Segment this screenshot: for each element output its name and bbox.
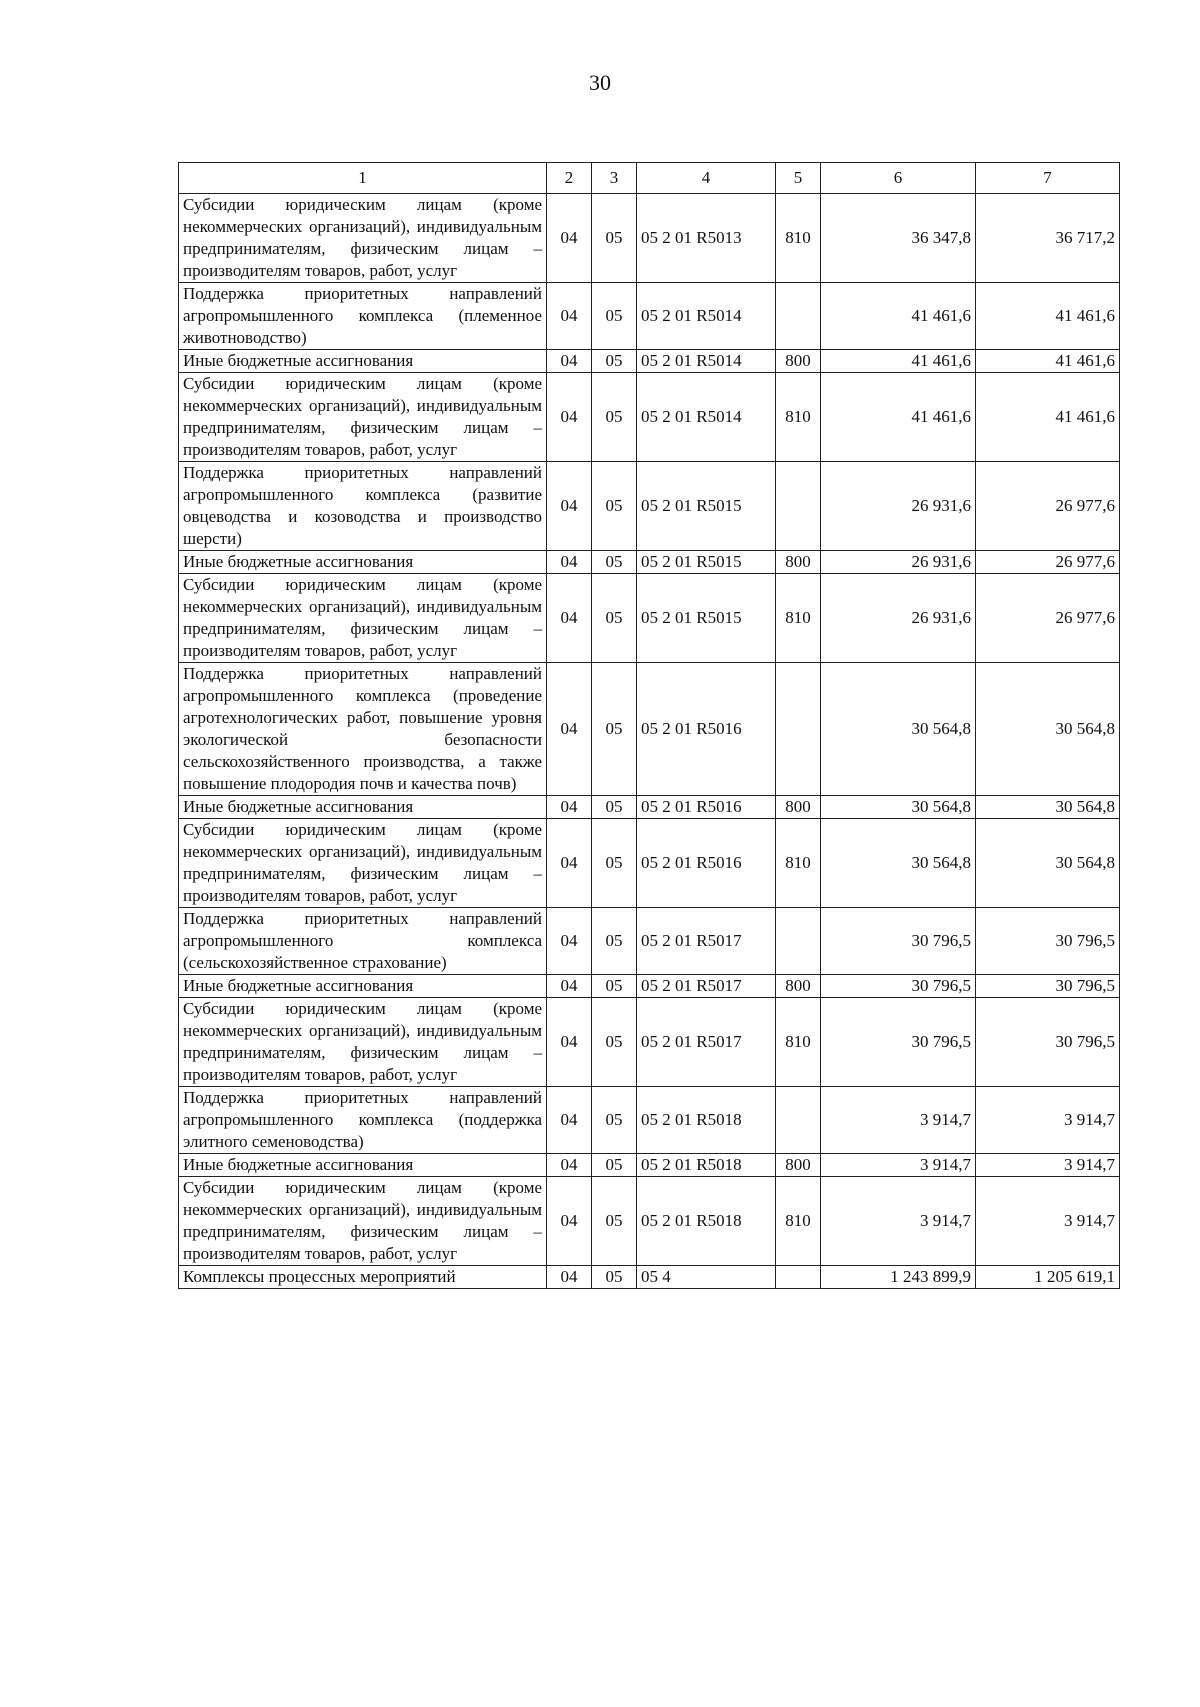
cell-amount-2: 30 796,5 bbox=[976, 975, 1120, 998]
cell-amount-2: 41 461,6 bbox=[976, 350, 1120, 373]
column-header: 4 bbox=[637, 163, 776, 194]
cell-target-code: 05 2 01 R5014 bbox=[637, 283, 776, 350]
cell-subsection: 05 bbox=[592, 574, 637, 663]
cell-expense-type bbox=[776, 462, 821, 551]
cell-target-code: 05 2 01 R5018 bbox=[637, 1177, 776, 1266]
table-row bbox=[179, 551, 1120, 574]
cell-amount-2: 30 796,5 bbox=[976, 908, 1120, 975]
row-name: Субсидии юридическим лицам (кроме некоммерческих организаций), индивидуальным предпринимателям, физическим лицам – производителям товаров, работ, услуг bbox=[179, 998, 547, 1087]
row-name: Комплексы процессных мероприятий bbox=[179, 1266, 547, 1289]
cell-amount-1: 26 931,6 bbox=[821, 551, 976, 574]
cell-section: 04 bbox=[547, 1154, 592, 1177]
cell-expense-type: 800 bbox=[776, 551, 821, 574]
row-name: Субсидии юридическим лицам (кроме некоммерческих организаций), индивидуальным предпринимателям, физическим лицам – производителям товаров, работ, услуг bbox=[179, 194, 547, 283]
cell-amount-1: 30 796,5 bbox=[821, 975, 976, 998]
cell-target-code: 05 2 01 R5013 bbox=[637, 194, 776, 283]
cell-amount-1: 41 461,6 bbox=[821, 373, 976, 462]
cell-subsection: 05 bbox=[592, 194, 637, 283]
row-name: Субсидии юридическим лицам (кроме некоммерческих организаций), индивидуальным предпринимателям, физическим лицам – производителям товаров, работ, услуг bbox=[179, 373, 547, 462]
cell-subsection: 05 bbox=[592, 998, 637, 1087]
cell-expense-type bbox=[776, 1087, 821, 1154]
cell-amount-1: 26 931,6 bbox=[821, 574, 976, 663]
cell-expense-type bbox=[776, 283, 821, 350]
cell-subsection: 05 bbox=[592, 1266, 637, 1289]
table-row bbox=[179, 819, 1120, 908]
cell-target-code: 05 2 01 R5014 bbox=[637, 373, 776, 462]
cell-expense-type: 800 bbox=[776, 975, 821, 998]
table-row bbox=[179, 574, 1120, 663]
cell-amount-2: 3 914,7 bbox=[976, 1154, 1120, 1177]
table-header-row bbox=[179, 163, 1120, 194]
table-row bbox=[179, 1266, 1120, 1289]
table-row bbox=[179, 975, 1120, 998]
cell-target-code: 05 2 01 R5018 bbox=[637, 1087, 776, 1154]
cell-section: 04 bbox=[547, 819, 592, 908]
cell-amount-2: 30 564,8 bbox=[976, 796, 1120, 819]
row-name: Субсидии юридическим лицам (кроме некоммерческих организаций), индивидуальным предпринимателям, физическим лицам – производителям товаров, работ, услуг bbox=[179, 1177, 547, 1266]
cell-section: 04 bbox=[547, 462, 592, 551]
cell-section: 04 bbox=[547, 551, 592, 574]
cell-amount-1: 3 914,7 bbox=[821, 1154, 976, 1177]
cell-expense-type: 810 bbox=[776, 819, 821, 908]
cell-expense-type: 800 bbox=[776, 350, 821, 373]
cell-expense-type bbox=[776, 908, 821, 975]
table-row bbox=[179, 663, 1120, 796]
cell-amount-1: 30 564,8 bbox=[821, 796, 976, 819]
cell-amount-2: 30 564,8 bbox=[976, 663, 1120, 796]
cell-target-code: 05 2 01 R5016 bbox=[637, 819, 776, 908]
cell-expense-type: 810 bbox=[776, 998, 821, 1087]
cell-amount-2: 26 977,6 bbox=[976, 574, 1120, 663]
cell-subsection: 05 bbox=[592, 1154, 637, 1177]
cell-section: 04 bbox=[547, 194, 592, 283]
row-name: Субсидии юридическим лицам (кроме некоммерческих организаций), индивидуальным предпринимателям, физическим лицам – производителям товаров, работ, услуг bbox=[179, 819, 547, 908]
column-header: 2 bbox=[547, 163, 592, 194]
cell-section: 04 bbox=[547, 975, 592, 998]
table-row bbox=[179, 462, 1120, 551]
table-row bbox=[179, 998, 1120, 1087]
cell-expense-type: 800 bbox=[776, 1154, 821, 1177]
cell-expense-type: 810 bbox=[776, 1177, 821, 1266]
cell-amount-1: 41 461,6 bbox=[821, 350, 976, 373]
cell-expense-type bbox=[776, 1266, 821, 1289]
cell-amount-2: 41 461,6 bbox=[976, 373, 1120, 462]
cell-amount-1: 30 796,5 bbox=[821, 908, 976, 975]
cell-subsection: 05 bbox=[592, 1177, 637, 1266]
cell-amount-2: 26 977,6 bbox=[976, 551, 1120, 574]
cell-target-code: 05 2 01 R5016 bbox=[637, 663, 776, 796]
cell-target-code: 05 2 01 R5016 bbox=[637, 796, 776, 819]
row-name: Поддержка приоритетных направлений агропромышленного комплекса (проведение агротехнологических работ, повышение уровня экологической безопасности сельскохозяйственного производства, а также повышение плодородия почв и качества почв) bbox=[179, 663, 547, 796]
cell-amount-1: 30 796,5 bbox=[821, 998, 976, 1087]
cell-section: 04 bbox=[547, 1087, 592, 1154]
cell-target-code: 05 2 01 R5014 bbox=[637, 350, 776, 373]
cell-section: 04 bbox=[547, 796, 592, 819]
row-name: Поддержка приоритетных направлений агропромышленного комплекса (сельскохозяйственное страхование) bbox=[179, 908, 547, 975]
cell-target-code: 05 2 01 R5017 bbox=[637, 998, 776, 1087]
cell-target-code: 05 2 01 R5017 bbox=[637, 975, 776, 998]
row-name: Иные бюджетные ассигнования bbox=[179, 975, 547, 998]
cell-subsection: 05 bbox=[592, 462, 637, 551]
table-row bbox=[179, 1087, 1120, 1154]
cell-amount-1: 3 914,7 bbox=[821, 1087, 976, 1154]
table-row bbox=[179, 194, 1120, 283]
table-row bbox=[179, 908, 1120, 975]
cell-amount-1: 3 914,7 bbox=[821, 1177, 976, 1266]
cell-amount-1: 1 243 899,9 bbox=[821, 1266, 976, 1289]
cell-target-code: 05 2 01 R5017 bbox=[637, 908, 776, 975]
row-name: Иные бюджетные ассигнования bbox=[179, 551, 547, 574]
cell-subsection: 05 bbox=[592, 819, 637, 908]
column-header: 6 bbox=[821, 163, 976, 194]
column-header: 5 bbox=[776, 163, 821, 194]
cell-section: 04 bbox=[547, 998, 592, 1087]
cell-amount-1: 41 461,6 bbox=[821, 283, 976, 350]
cell-section: 04 bbox=[547, 373, 592, 462]
cell-section: 04 bbox=[547, 574, 592, 663]
row-name: Поддержка приоритетных направлений агропромышленного комплекса (развитие овцеводства и козоводства и производство шерсти) bbox=[179, 462, 547, 551]
cell-amount-1: 36 347,8 bbox=[821, 194, 976, 283]
cell-section: 04 bbox=[547, 1177, 592, 1266]
cell-amount-2: 3 914,7 bbox=[976, 1177, 1120, 1266]
budget-table bbox=[178, 162, 1120, 1289]
cell-expense-type: 810 bbox=[776, 574, 821, 663]
table-row bbox=[179, 373, 1120, 462]
cell-section: 04 bbox=[547, 908, 592, 975]
row-name: Поддержка приоритетных направлений агропромышленного комплекса (племенное животноводство) bbox=[179, 283, 547, 350]
cell-subsection: 05 bbox=[592, 908, 637, 975]
cell-amount-2: 1 205 619,1 bbox=[976, 1266, 1120, 1289]
cell-subsection: 05 bbox=[592, 1087, 637, 1154]
cell-target-code: 05 2 01 R5015 bbox=[637, 462, 776, 551]
cell-amount-2: 26 977,6 bbox=[976, 462, 1120, 551]
cell-section: 04 bbox=[547, 663, 592, 796]
cell-amount-2: 36 717,2 bbox=[976, 194, 1120, 283]
cell-target-code: 05 4 bbox=[637, 1266, 776, 1289]
cell-subsection: 05 bbox=[592, 663, 637, 796]
cell-amount-2: 30 564,8 bbox=[976, 819, 1120, 908]
cell-expense-type: 800 bbox=[776, 796, 821, 819]
cell-expense-type bbox=[776, 663, 821, 796]
cell-expense-type: 810 bbox=[776, 194, 821, 283]
row-name: Поддержка приоритетных направлений агропромышленного комплекса (поддержка элитного семеноводства) bbox=[179, 1087, 547, 1154]
cell-amount-1: 30 564,8 bbox=[821, 663, 976, 796]
table-row bbox=[179, 1177, 1120, 1266]
cell-amount-2: 41 461,6 bbox=[976, 283, 1120, 350]
table-row bbox=[179, 796, 1120, 819]
table-row bbox=[179, 283, 1120, 350]
row-name: Иные бюджетные ассигнования bbox=[179, 350, 547, 373]
page-number: 30 bbox=[589, 70, 611, 95]
cell-amount-2: 3 914,7 bbox=[976, 1087, 1120, 1154]
cell-section: 04 bbox=[547, 350, 592, 373]
cell-subsection: 05 bbox=[592, 283, 637, 350]
column-header: 3 bbox=[592, 163, 637, 194]
column-header: 1 bbox=[179, 163, 547, 194]
cell-target-code: 05 2 01 R5015 bbox=[637, 551, 776, 574]
cell-expense-type: 810 bbox=[776, 373, 821, 462]
row-name: Субсидии юридическим лицам (кроме некоммерческих организаций), индивидуальным предпринимателям, физическим лицам – производителям товаров, работ, услуг bbox=[179, 574, 547, 663]
row-name: Иные бюджетные ассигнования bbox=[179, 1154, 547, 1177]
cell-amount-1: 30 564,8 bbox=[821, 819, 976, 908]
cell-target-code: 05 2 01 R5015 bbox=[637, 574, 776, 663]
cell-subsection: 05 bbox=[592, 373, 637, 462]
cell-subsection: 05 bbox=[592, 975, 637, 998]
cell-section: 04 bbox=[547, 1266, 592, 1289]
row-name: Иные бюджетные ассигнования bbox=[179, 796, 547, 819]
cell-subsection: 05 bbox=[592, 796, 637, 819]
cell-amount-2: 30 796,5 bbox=[976, 998, 1120, 1087]
table-row bbox=[179, 350, 1120, 373]
cell-section: 04 bbox=[547, 283, 592, 350]
cell-amount-1: 26 931,6 bbox=[821, 462, 976, 551]
column-header: 7 bbox=[976, 163, 1120, 194]
cell-subsection: 05 bbox=[592, 350, 637, 373]
cell-target-code: 05 2 01 R5018 bbox=[637, 1154, 776, 1177]
cell-subsection: 05 bbox=[592, 551, 637, 574]
table-row bbox=[179, 1154, 1120, 1177]
